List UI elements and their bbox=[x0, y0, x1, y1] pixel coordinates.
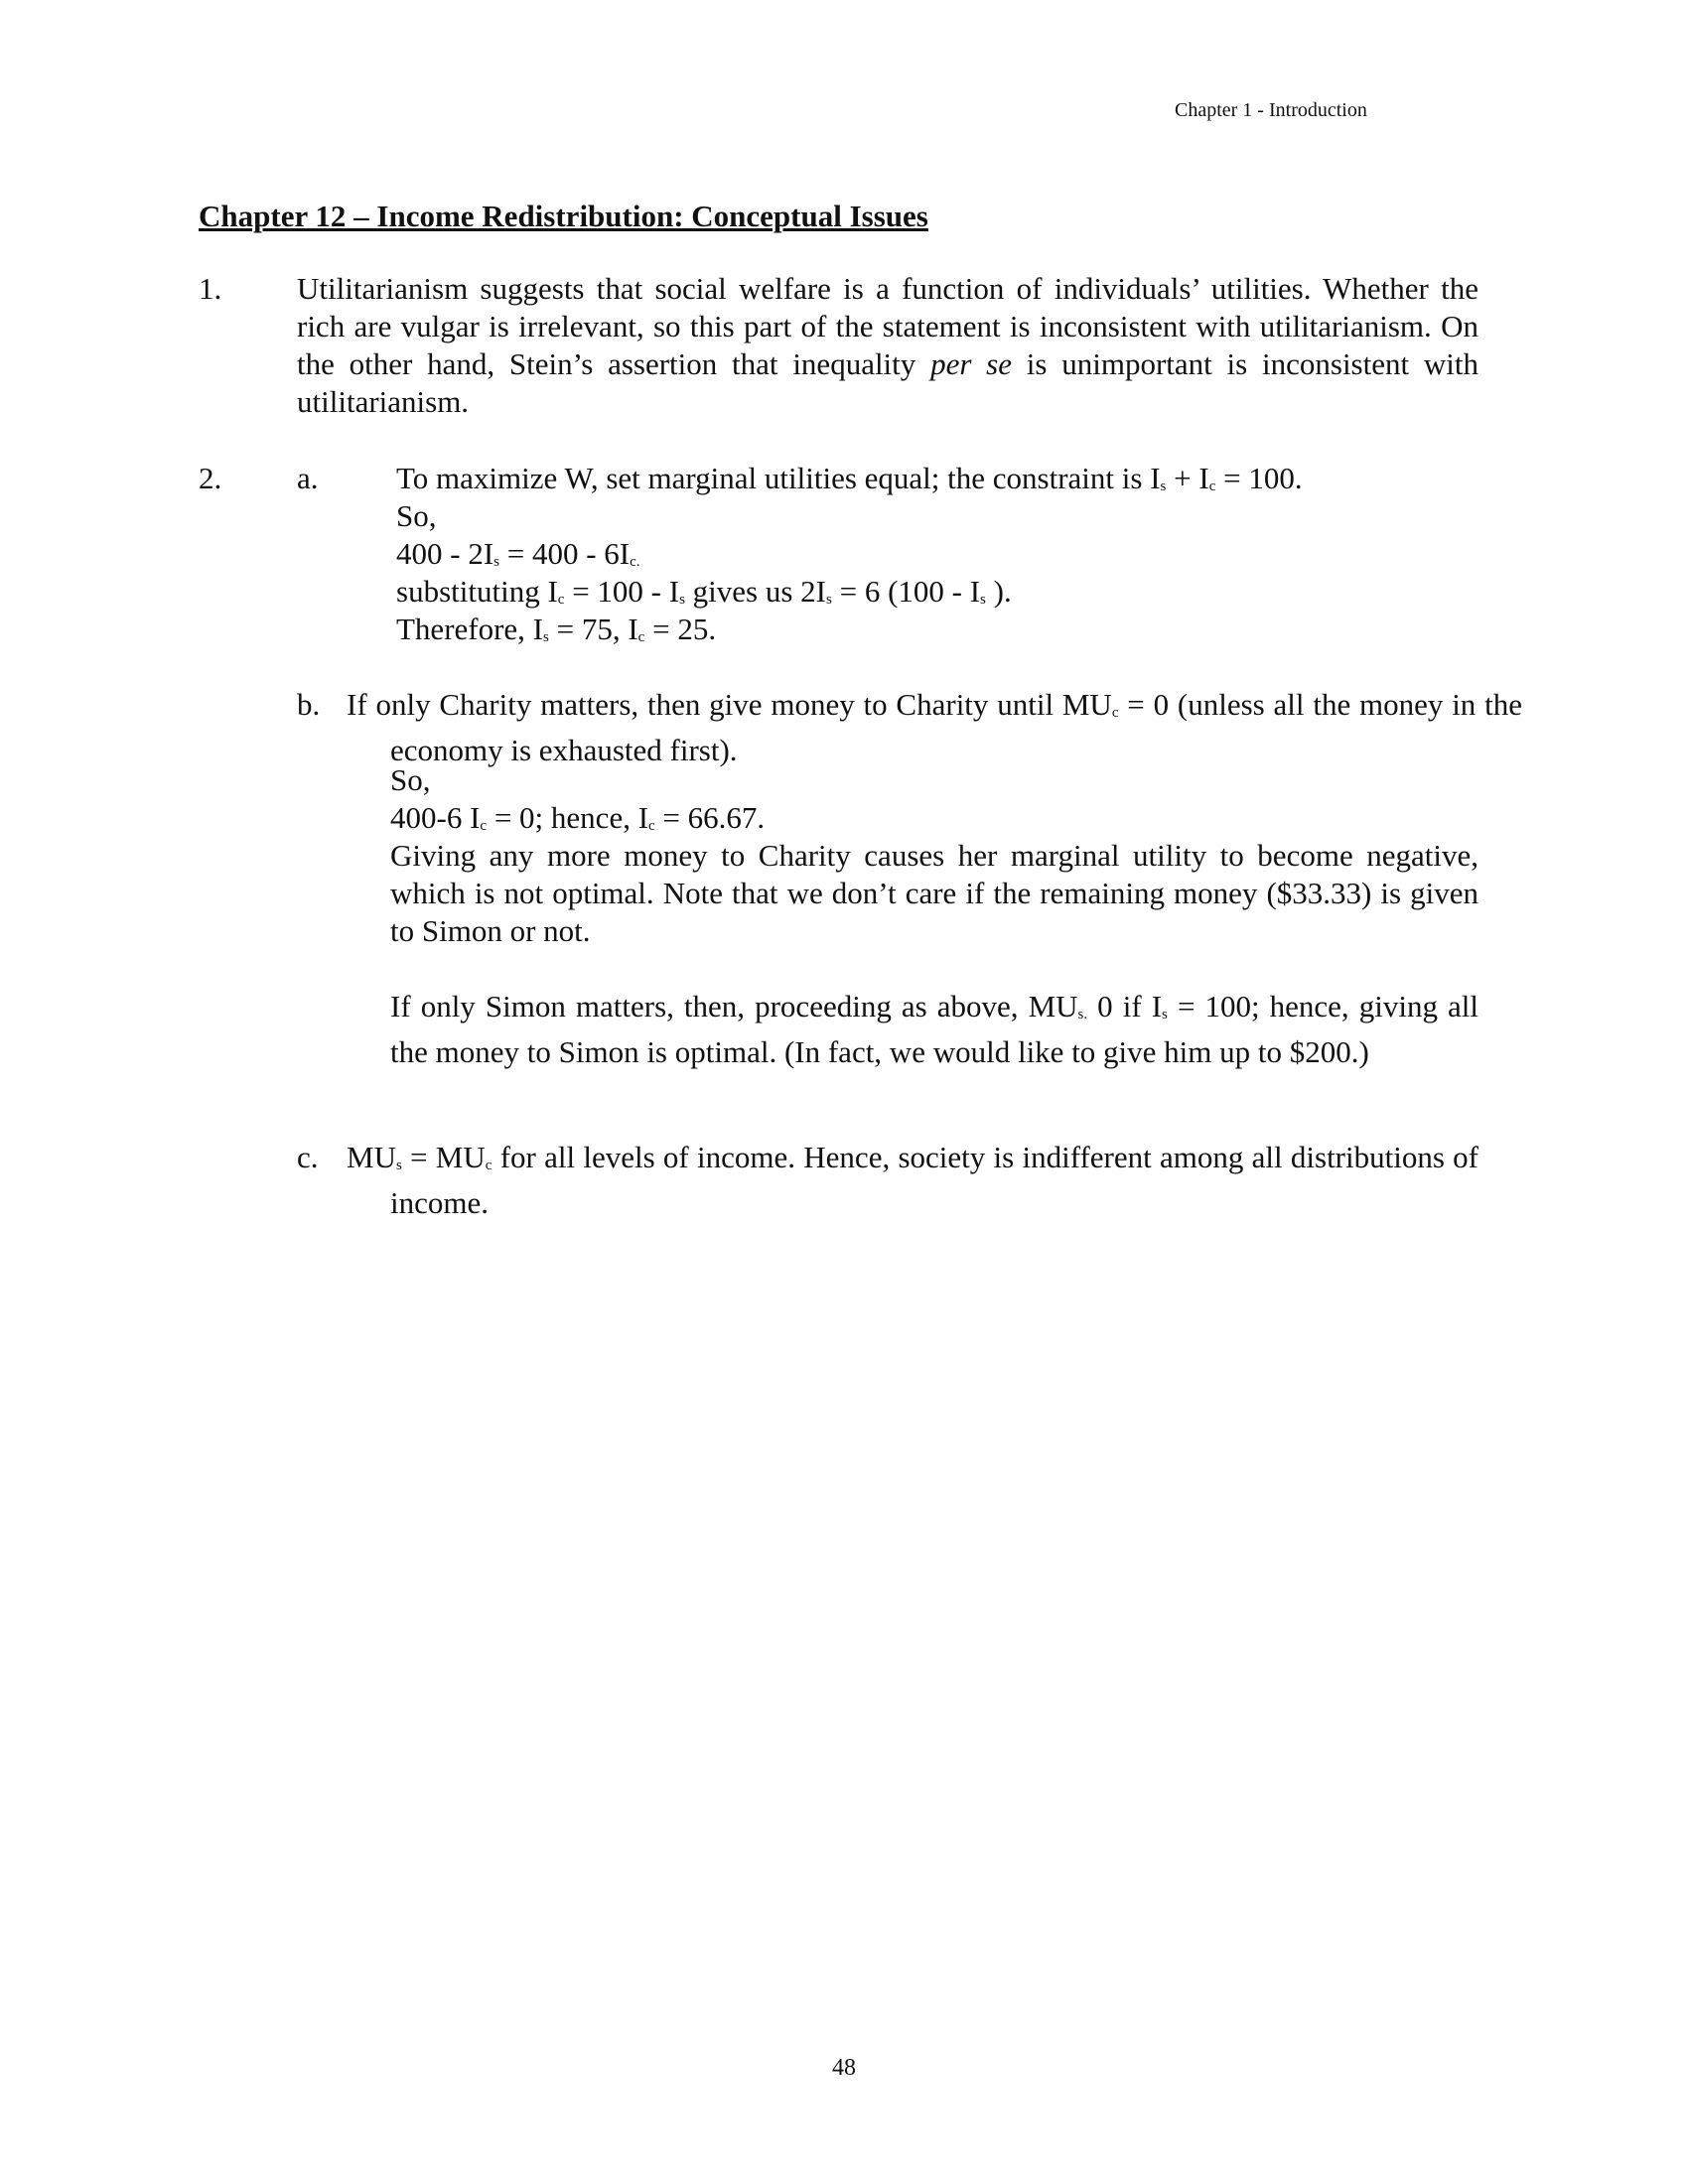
q2b-so: So, bbox=[390, 762, 431, 797]
q2b-text2: Giving any more money to Charity causes her marginal utility to become negative, which is not optimal. Note that we don’t care if the remaining money ($33.33) is given to Simon or not. bbox=[390, 838, 1478, 948]
chapter-title: Chapter 12 – Income Redistribution: Conceptual Issues bbox=[199, 199, 928, 233]
q2a-line4: substituting $I_c = 100 - I_s$ gives us $2I_s = 6$ ($100 - I_s$ ). bbox=[396, 574, 1012, 609]
q2a-line2: So, bbox=[396, 498, 437, 533]
q2c-text: $MU_s = MU_c$ for all levels of income. Hence, society is indifferent among all distributions of income. bbox=[347, 1140, 1478, 1220]
q1-italic: per se bbox=[930, 346, 1013, 381]
q2c-label: c. bbox=[297, 1140, 319, 1174]
q2a-label: a. bbox=[297, 461, 319, 495]
q2a-line1: To maximize W, set marginal utilities equal; the constraint is $I_s + I_c = 100$. bbox=[396, 461, 1303, 495]
q2a-line5: Therefore, $I_s = 75$, $I_c = 25$. bbox=[396, 612, 717, 646]
running-header: Chapter 1 - Introduction bbox=[1175, 99, 1367, 121]
q1-answer: Utilitarianism suggests that social welfare is a function of individuals’ utilities. Whether the rich are vulgar is irrelevant, so this part of the statement is inconsistent with utilitarianism. On the other hand, Stein’s assertion that inequality per se is unimportant is inconsistent with utilitarianism. bbox=[297, 271, 1478, 419]
page-number: 48 bbox=[832, 2055, 856, 2081]
q2-number: 2. bbox=[199, 461, 222, 495]
q2b-intro: If only Charity matters, then give money to Charity until $MU_c = 0$ (unless all the money in the economy is exhausted first). bbox=[347, 687, 1522, 767]
q2b-text3: If only Simon matters, then, proceeding as above, $MU_{s.}$ 0 if $I_s = 100$; hence, giving all the money to Simon is optimal. (In fact, we would like to give him up to $200.) bbox=[390, 989, 1478, 1069]
q2b-eq: 400-6 $I_c = 0$; hence, $I_c = 66.67$. bbox=[390, 800, 766, 835]
q2b-label: b. bbox=[297, 687, 321, 722]
q2a-line3: $400 - 2I_s = 400 - 6I_{c.}$ bbox=[396, 536, 640, 571]
q1-number: 1. bbox=[199, 271, 222, 306]
